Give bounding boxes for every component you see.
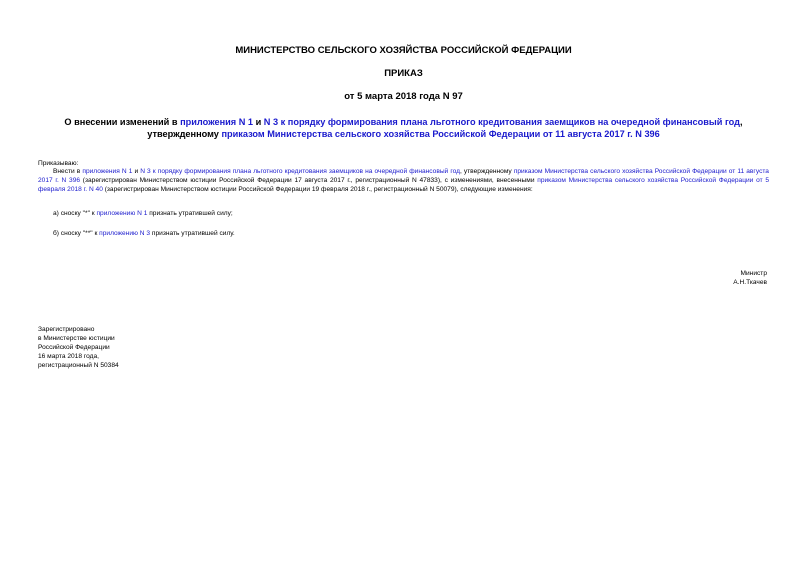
registration-line: Зарегистрировано	[38, 326, 95, 333]
para-text-2: и	[132, 168, 141, 175]
title-text-1: О внесении изменений в	[64, 117, 181, 127]
signature-name: А.Н.Ткачев	[733, 279, 767, 286]
title-text-3: , утвержденному	[147, 117, 743, 139]
item-a-text-2: признать утратившей силу;	[147, 210, 233, 217]
para-link-appendix-1[interactable]: приложения N 1	[82, 168, 133, 175]
item-a-link-appendix-1[interactable]: приложению N 1	[96, 210, 148, 217]
registration-number: регистрационный N 50384	[38, 362, 119, 369]
intro-text: Приказываю:	[38, 160, 79, 167]
item-a	[53, 209, 233, 218]
title-link-appendix-1[interactable]: приложения N 1	[180, 117, 254, 127]
ministry-heading: МИНИСТЕРСТВО СЕЛЬСКОГО ХОЗЯЙСТВА РОССИЙСКОЙ ФЕДЕРАЦИИ	[235, 45, 572, 56]
para-link-appendix-3[interactable]: N 3 к порядку формирования плана льготного кредитования заемщиков на очередной финансовый год	[140, 168, 460, 175]
signature-position: Министр	[740, 270, 767, 277]
para-link-order-396[interactable]: приказом Министерства сельского хозяйства Российской Федерации от 11 августа 2017 г. N 396	[38, 168, 769, 184]
para-text-4: (зарегистрирован Министерством юстиции Российской Федерации 17 августа 2017 г., регистрационный N 47833), с изменениями, внесенными	[80, 177, 538, 184]
para-text-5: (зарегистрирован Министерством юстиции Российской Федерации 19 февраля 2018 г., регистрационный N 50079), следующие изменения:	[102, 186, 533, 193]
item-b-text-2: признать утратившей силу.	[150, 230, 235, 237]
registration-date: 16 марта 2018 года,	[38, 353, 99, 360]
order-title	[38, 116, 769, 140]
item-a-text-1: а) сноску "*" к	[53, 210, 97, 217]
signature-block	[733, 269, 767, 287]
item-b	[53, 229, 235, 238]
para-text-1: Внести в	[53, 168, 83, 175]
registration-line: Российской Федерации	[38, 344, 110, 351]
title-link-appendix-3[interactable]: N 3 к порядку формирования плана льготного кредитования заемщиков на очередной финансовый год	[263, 117, 740, 127]
document-type: ПРИКАЗ	[384, 68, 423, 79]
registration-block	[38, 325, 119, 370]
item-b-link-appendix-3[interactable]: приложению N 3	[99, 230, 151, 237]
title-text-2: и	[253, 117, 264, 127]
item-b-text-1: б) сноску "**" к	[53, 230, 100, 237]
main-paragraph	[38, 167, 769, 194]
para-text-3: , утвержденному	[459, 168, 514, 175]
registration-line: в Министерстве юстиции	[38, 335, 115, 342]
para-link-order-40[interactable]: приказом Министерства сельского хозяйства Российской Федерации от 5 февраля 2018 г. N 40	[38, 177, 770, 193]
order-date-number: от 5 марта 2018 года N 97	[344, 91, 463, 102]
title-link-order-396[interactable]: приказом Министерства сельского хозяйства Российской Федерации от 11 августа 2017 г. N 396	[221, 129, 660, 139]
